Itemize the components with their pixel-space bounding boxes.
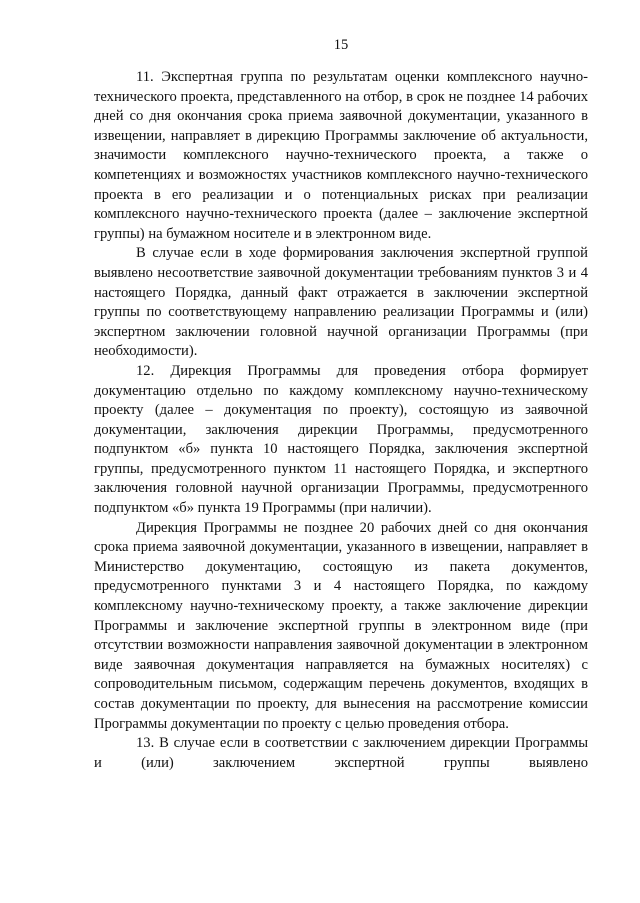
paragraph-12: 12. Дирекция Программы для проведения отбора формирует документацию отдельно по каждому комплексному научно-техническому проекту (далее – документация по проекту), состоящую из заявочной документации, заключения дирекции Программы, предусмотренного подпунктом «б» пункта 10 настоящего Порядка, заключения экспертной группы, предусмотренного пунктом 11 настоящего Порядка, и экспертного заключения головной научной организации Программы, предусмотренного подпунктом «б» пункта 19 Программы (при наличии). <box>94 362 588 517</box>
paragraph-11-continuation: В случае если в ходе формирования заключения экспертной группой выявлено несоответствие заявочной документации требованиям пунктов 3 и 4 настоящего Порядка, данный факт отражается в заключении экспертной группы по соответствующему направлению реализации Программы и (или) экспертном заключении головной научной организации Программы (при необходимости). <box>94 245 588 360</box>
paragraph-11: 11. Экспертная группа по результатам оценки комплексного научно-технического проекта, представленного на отбор, в срок не позднее 14 рабочих дней со дня окончания срока приема заявочной документации, указанного в извещении, направляет в дирекцию Программы заключение об актуальности, значимости комплексного научно-технического проекта, а также о компетенциях и возможностях участников комплексного научно-технического проекта в его реализации и о потенциальных рисках при реализации комплексного научно-технического проекта (далее – заключение экспертной группы) на бумажном носителе и в электронном виде. <box>94 69 588 242</box>
paragraph-13: 13. В случае если в соответствии с заключением дирекции Программы и (или) заключением экспертной группы выявлено <box>94 735 588 771</box>
page-number: 15 <box>333 37 349 53</box>
paragraph-12-continuation: Дирекция Программы не позднее 20 рабочих дней со дня окончания срока приема заявочной документации, указанного в извещении, направляет в Министерство документацию, состоящую из пакета документов, предусмотренного пунктами 3 и 4 настоящего Порядка, по каждому комплексному научно-техническому проекту, а также заключение дирекции Программы и заключение экспертной группы в электронном виде (при отсутствии возможности направления заявочной документации в электронном виде заявочная документация направляется на бумажных носителях) с сопроводительным письмом, содержащим перечень документов, входящих в состав документации по проекту, для вынесения на рассмотрение комиссии Программы документации по проекту с целью проведения отбора. <box>94 519 588 732</box>
